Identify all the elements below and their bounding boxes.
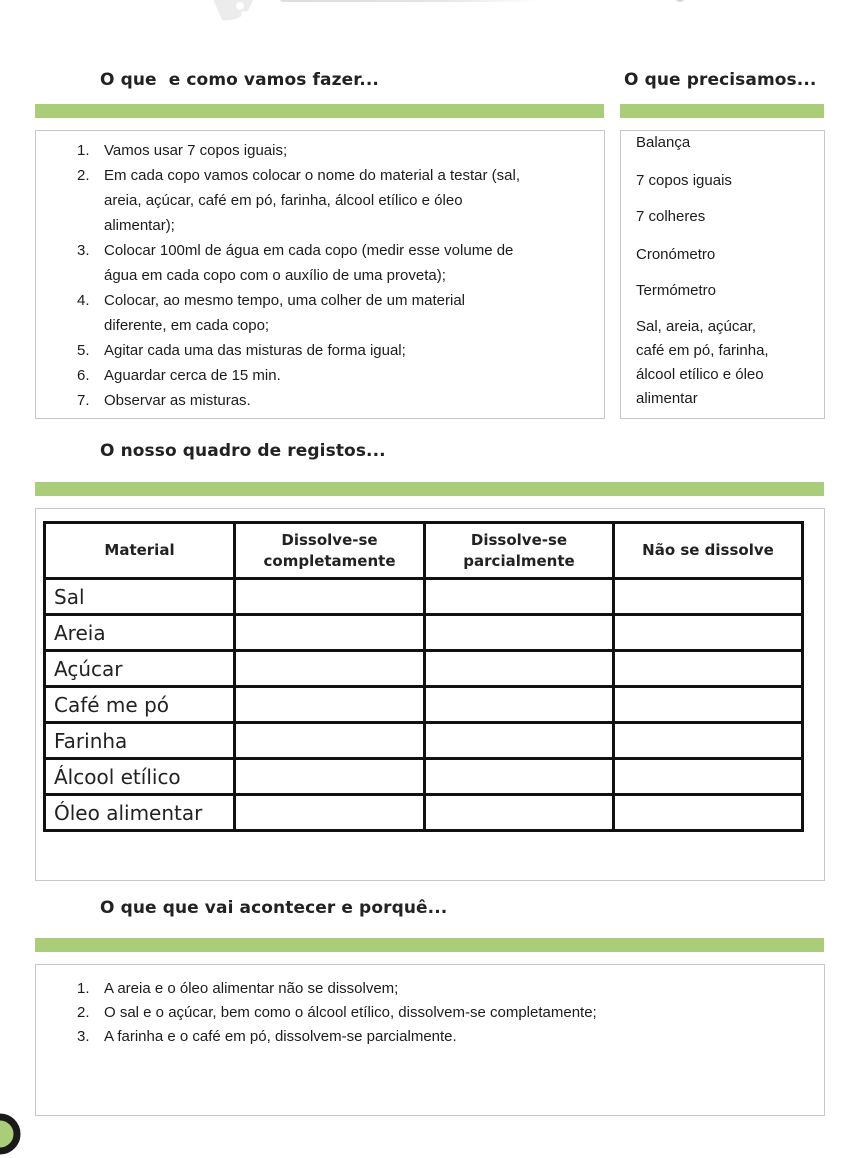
prediction-title: O que que vai acontecer e porquê...: [100, 898, 448, 918]
partially-cell[interactable]: [425, 579, 614, 615]
step-number: 3.: [77, 242, 90, 259]
step-text: Em cada copo vamos colocar o nome do material a testar (sal,: [104, 167, 521, 184]
procedure-step: [77, 388, 520, 413]
material-cell: Açúcar: [45, 651, 235, 687]
step-text: Colocar 100ml de água em cada copo (medir esse volume de: [104, 242, 514, 259]
procedure-steps-list: [77, 138, 520, 413]
procedure-step: [77, 138, 520, 163]
material-item: 7 colheres: [636, 208, 706, 225]
not-dissolve-cell[interactable]: [614, 795, 803, 831]
prediction-box: [35, 964, 825, 1116]
material-line: álcool etílico e óleo: [636, 366, 764, 383]
completely-cell[interactable]: [235, 723, 425, 759]
completely-cell[interactable]: [235, 615, 425, 651]
item-text: A areia e o óleo alimentar não se dissolvem;: [104, 980, 399, 997]
item-text: O sal e o açúcar, bem como o álcool etílico, dissolvem-se completamente;: [104, 1004, 597, 1021]
completely-cell[interactable]: [235, 759, 425, 795]
faded-header-text: [280, 0, 540, 2]
material-cell: Álcool etílico: [45, 759, 235, 795]
table-row: [45, 615, 803, 651]
item-number: 3.: [77, 1028, 90, 1045]
material-cell: Café me pó: [45, 687, 235, 723]
prediction-accent-bar: [35, 938, 824, 952]
material-item: Balança: [636, 134, 691, 151]
table-row: [45, 723, 803, 759]
materials-title: O que precisamos...: [624, 70, 817, 90]
partially-cell[interactable]: [425, 723, 614, 759]
corner-logo-icon: [0, 1106, 24, 1156]
material-item: 7 copos iguais: [636, 172, 732, 189]
material-line: Sal, areia, açúcar,: [636, 318, 757, 335]
material-cell: Óleo alimentar: [45, 795, 235, 831]
record-accent-bar: [35, 482, 824, 496]
header-does-not-dissolve: Não se dissolve: [614, 523, 803, 579]
step-text: areia, açúcar, café em pó, farinha, álcool etílico e óleo: [104, 192, 463, 209]
step-number: 5.: [77, 342, 90, 359]
not-dissolve-cell[interactable]: [614, 615, 803, 651]
procedure-accent-bar: [35, 104, 604, 118]
table-header-row: [45, 523, 803, 579]
completely-cell[interactable]: [235, 687, 425, 723]
material-line: café em pó, farinha,: [636, 342, 769, 359]
header-dissolves-partially: Dissolve-se parcialmente: [425, 523, 614, 579]
not-dissolve-cell[interactable]: [614, 723, 803, 759]
item-number: 2.: [77, 1004, 90, 1021]
not-dissolve-cell[interactable]: [614, 687, 803, 723]
materials-box: [620, 130, 825, 419]
prediction-item: [77, 977, 597, 1001]
procedure-step: [77, 363, 520, 388]
procedure-box: [35, 130, 605, 419]
step-text: Colocar, ao mesmo tempo, uma colher de um material: [104, 292, 465, 309]
prediction-list: [77, 977, 597, 1049]
material-cell: Sal: [45, 579, 235, 615]
table-row: [45, 759, 803, 795]
step-text: Aguardar cerca de 15 min.: [104, 367, 281, 384]
material-cell: Farinha: [45, 723, 235, 759]
materials-accent-bar: [620, 104, 824, 118]
material-item-ingredients: [636, 315, 769, 411]
table-row: [45, 687, 803, 723]
step-text: água em cada copo com o auxílio de uma proveta);: [104, 267, 446, 284]
partially-cell[interactable]: [425, 687, 614, 723]
step-text: diferente, em cada copo;: [104, 317, 270, 334]
table-row: [45, 651, 803, 687]
not-dissolve-cell[interactable]: [614, 651, 803, 687]
record-table: [43, 521, 804, 832]
header-dissolves-completely: Dissolve-se completamente: [235, 523, 425, 579]
completely-cell[interactable]: [235, 795, 425, 831]
not-dissolve-cell[interactable]: [614, 759, 803, 795]
step-text: Observar as misturas.: [104, 392, 251, 409]
prediction-item: [77, 1025, 597, 1049]
completely-cell[interactable]: [235, 651, 425, 687]
partially-cell[interactable]: [425, 795, 614, 831]
material-cell: Areia: [45, 615, 235, 651]
partially-cell[interactable]: [425, 759, 614, 795]
partially-cell[interactable]: [425, 651, 614, 687]
step-text: alimentar);: [104, 217, 175, 234]
step-number: 6.: [77, 367, 90, 384]
procedure-step: [77, 163, 520, 238]
faded-header-dot: [676, 0, 684, 2]
header-material: Material: [45, 523, 235, 579]
procedure-step: [77, 288, 520, 338]
step-number: 1.: [77, 142, 90, 159]
step-text: Vamos usar 7 copos iguais;: [104, 142, 288, 159]
table-row: [45, 795, 803, 831]
procedure-step: [77, 338, 520, 363]
step-number: 4.: [77, 292, 90, 309]
not-dissolve-cell[interactable]: [614, 579, 803, 615]
procedure-step: [77, 238, 520, 288]
material-line: alimentar: [636, 390, 698, 407]
completely-cell[interactable]: [235, 579, 425, 615]
record-title: O nosso quadro de registos...: [100, 441, 386, 461]
partially-cell[interactable]: [425, 615, 614, 651]
material-item: Cronómetro: [636, 246, 716, 263]
step-number: 7.: [77, 392, 90, 409]
publisher-logo-icon: [208, 0, 258, 22]
material-item: Termómetro: [636, 282, 717, 299]
step-number: 2.: [77, 167, 90, 184]
step-text: Agitar cada uma das misturas de forma igual;: [104, 342, 406, 359]
procedure-title: O que e como vamos fazer...: [100, 70, 379, 90]
item-number: 1.: [77, 980, 90, 997]
table-row: [45, 579, 803, 615]
item-text: A farinha e o café em pó, dissolvem-se parcialmente.: [104, 1028, 457, 1045]
prediction-item: [77, 1001, 597, 1025]
